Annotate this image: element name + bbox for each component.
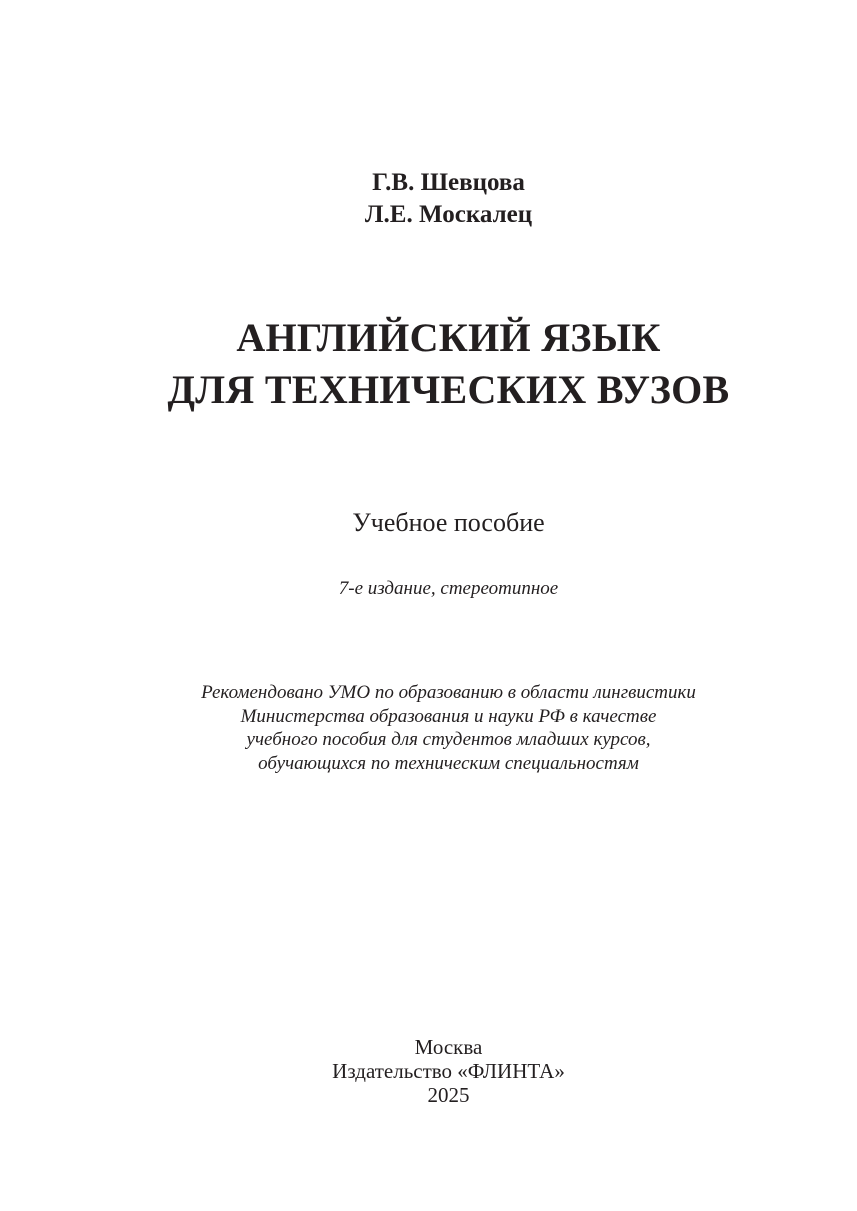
imprint-publisher: Издательство «ФЛИНТА» (332, 1059, 565, 1083)
imprint-city: Москва (414, 1035, 483, 1059)
book-title-line-2: ДЛЯ ТЕХНИЧЕСКИХ ВУЗОВ (167, 367, 730, 412)
book-subtitle: Учебное пособие (352, 508, 545, 537)
edition-note: 7-е издание, стереотипное (338, 578, 559, 599)
author-2: Л.Е. Москалец (364, 201, 533, 228)
author-1: Г.В. Шевцова (372, 169, 525, 196)
recommendation-line-3: учебного пособия для студентов младших курсов, (246, 729, 651, 750)
recommendation-line-2: Министерства образования и науки РФ в качестве (240, 706, 657, 727)
recommendation-line-4: обучающихся по техническим специальностям (258, 753, 639, 774)
imprint-year: 2025 (427, 1083, 470, 1107)
recommendation-line-1: Рекомендовано УМО по образованию в области лингвистики (201, 682, 696, 703)
book-title-line-1: АНГЛИЙСКИЙ ЯЗЫК (236, 315, 661, 360)
